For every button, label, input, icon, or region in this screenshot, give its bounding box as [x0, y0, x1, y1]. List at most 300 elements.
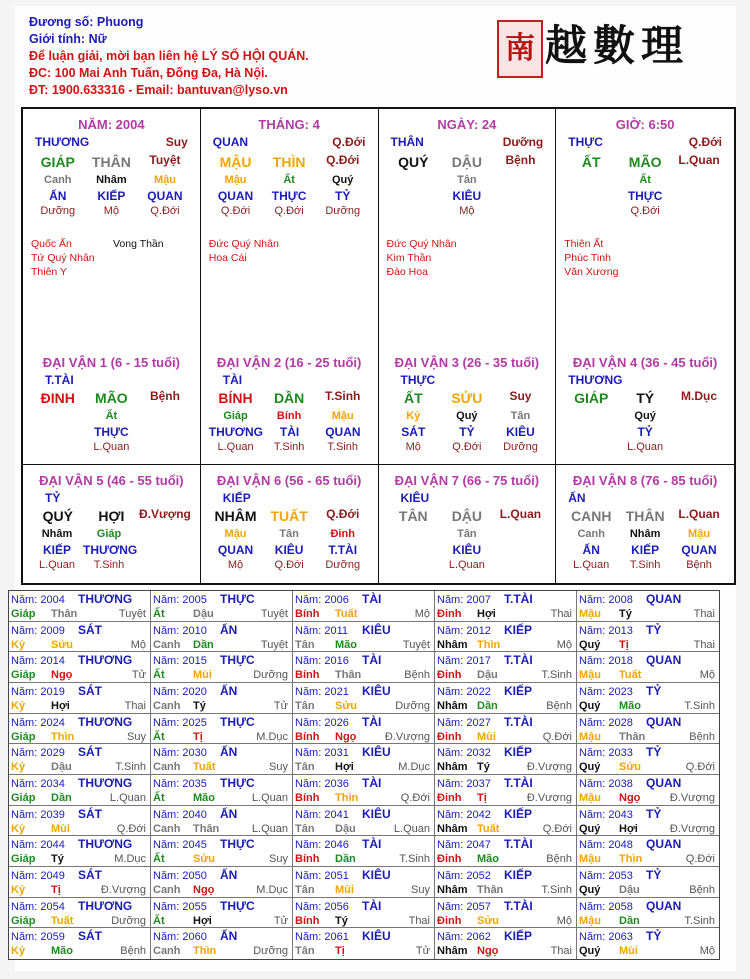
- dv-tang-star-item: THỰC: [94, 425, 129, 439]
- year-label: Năm: 2062: [437, 931, 491, 944]
- pillars-grid: [21, 107, 736, 349]
- year-cell: [293, 898, 435, 929]
- year-can: Canh: [153, 638, 181, 651]
- tang-star: [379, 188, 556, 204]
- pillar-star-status: Q.Đới: [688, 135, 722, 149]
- year-cell: [435, 622, 577, 653]
- year-line-1: [153, 592, 290, 607]
- year-cell: [577, 775, 719, 806]
- dv-tang-can-item: Nhâm: [629, 528, 661, 540]
- dv-tang-can-item: Quý: [634, 410, 656, 422]
- year-cell: [151, 744, 293, 775]
- year-cell: [151, 867, 293, 898]
- year-line-1: [437, 837, 574, 852]
- dv-tang-can: [379, 527, 556, 542]
- year-status: T.Sinh: [399, 853, 430, 866]
- year-cell: [151, 714, 293, 745]
- year-star: THƯƠNG: [78, 592, 133, 606]
- pillar-star: THÂN: [390, 135, 424, 149]
- year-line-2: [295, 791, 432, 805]
- year-chi: Thân: [51, 608, 78, 620]
- year-star: TỶ: [646, 745, 662, 760]
- year-label: Năm: 2020: [153, 685, 207, 698]
- dv-tang-can: [556, 527, 734, 542]
- year-chi: Dậu: [619, 883, 640, 896]
- dv-tang-status: [379, 558, 556, 573]
- dv-tang-status-item: Q.Đới: [452, 441, 482, 453]
- year-line-2: [295, 638, 432, 652]
- brand-text: 越數理: [545, 21, 690, 70]
- year-can: Bính: [295, 914, 320, 927]
- year-can: Giáp: [11, 669, 36, 682]
- year-line-2: [295, 914, 432, 928]
- year-star: QUAN: [646, 592, 682, 606]
- year-label: Năm: 2006: [295, 594, 349, 606]
- year-can: Đinh: [437, 853, 462, 866]
- year-star: SÁT: [78, 867, 102, 882]
- dai-van-star-label: TÀI: [222, 373, 243, 387]
- pillar-stars: [387, 237, 457, 279]
- year-status: Đ.Vượng: [384, 730, 430, 743]
- year-line-2: [295, 852, 432, 866]
- dv-tang-can: [201, 527, 378, 542]
- year-label: Năm: 2019: [11, 685, 65, 698]
- dv-tang-star: [201, 424, 378, 440]
- dai-van-status: Q.Đới: [326, 507, 360, 521]
- year-label: Năm: 2063: [579, 931, 633, 944]
- year-can: Ất: [153, 853, 165, 866]
- year-status: L.Quan: [109, 791, 146, 804]
- year-status: Đ.Vượng: [669, 822, 715, 835]
- year-line-2: [579, 914, 717, 928]
- dv-tang-status: [556, 558, 734, 573]
- pillar-chi: THÂN: [91, 154, 131, 170]
- year-label: Năm: 2025: [153, 716, 207, 729]
- year-line-1: [437, 653, 574, 668]
- year-chi: Ngọ: [619, 791, 641, 804]
- year-chi: Tuất: [477, 822, 500, 835]
- dv-tang-can-item: Nhâm: [41, 528, 73, 540]
- dv-tang-status-item: T.Sinh: [273, 441, 305, 453]
- year-cell: [577, 836, 719, 867]
- year-line-2: [11, 852, 148, 866]
- year-line-2: [11, 822, 148, 836]
- year-chi: Thân: [477, 883, 504, 896]
- dai-van-title: ĐẠI VẬN 5 (46 - 55 tuổi): [39, 473, 184, 488]
- logo: [495, 16, 731, 78]
- year-chi: Tuất: [51, 914, 74, 927]
- year-chi: Dần: [619, 914, 640, 927]
- dv-tang-can-item: Đinh: [330, 528, 355, 540]
- dai-van-can: QUÝ: [42, 508, 73, 524]
- year-can: Mậu: [579, 914, 601, 927]
- year-star: T.TÀI: [504, 837, 533, 852]
- dai-van-star: [379, 372, 556, 388]
- year-cell: [577, 744, 719, 775]
- dai-van-can: ĐINH: [40, 390, 75, 406]
- year-star: TỶ: [646, 867, 662, 882]
- tang-status-item: Q.Đới: [220, 205, 251, 217]
- year-line-2: [295, 699, 432, 713]
- year-label: Năm: 2045: [153, 839, 207, 852]
- year-label: Năm: 2051: [295, 869, 349, 882]
- dai-van-can: GIÁP: [574, 390, 609, 406]
- year-line-1: [579, 592, 717, 607]
- tang-star: [23, 188, 200, 204]
- year-line-2: [295, 730, 432, 744]
- dai-van-star-label: THỰC: [400, 373, 436, 387]
- year-star: KIẾP: [504, 622, 533, 637]
- year-star: TÀI: [362, 775, 382, 790]
- dv-tang-star-item: KIÊU: [506, 425, 535, 439]
- year-line-1: [153, 868, 290, 883]
- year-can: Bính: [295, 791, 320, 804]
- year-line-1: [579, 868, 717, 883]
- year-can: Mậu: [579, 791, 601, 804]
- year-cell: [577, 806, 719, 837]
- tang-can-item: Tân: [457, 174, 477, 186]
- year-status: Thai: [693, 638, 715, 651]
- year-can: Nhâm: [437, 699, 468, 712]
- year-label: Năm: 2009: [11, 624, 65, 637]
- dai-van-canchi-row: [556, 388, 734, 409]
- year-can: Quý: [579, 638, 601, 651]
- year-label: Năm: 2018: [579, 655, 633, 668]
- year-chi: Hợi: [193, 914, 212, 927]
- dai-van-star: [556, 490, 734, 506]
- dai-van-chi: DẦN: [273, 390, 305, 406]
- year-line-1: [437, 776, 574, 791]
- year-label: Năm: 2058: [579, 900, 633, 913]
- year-can: Mậu: [579, 608, 601, 620]
- dv-tang-can: [379, 409, 556, 424]
- year-line-2: [437, 607, 574, 621]
- year-status: Dưỡng: [253, 669, 288, 682]
- year-star: TÀI: [362, 714, 382, 729]
- year-line-1: [11, 653, 148, 668]
- year-chi: Tý: [619, 608, 632, 620]
- dv-tang-status-item: Mộ: [405, 441, 421, 453]
- year-cell: [9, 836, 151, 867]
- year-line-2: [11, 730, 148, 744]
- year-chi: Ngọ: [477, 945, 499, 958]
- year-line-1: [437, 745, 574, 760]
- address-line: ĐC: 100 Mai Anh Tuấn, Đống Đa, Hà Nội.: [29, 66, 268, 80]
- year-label: Năm: 2050: [153, 869, 207, 882]
- year-label: Năm: 2047: [437, 839, 491, 852]
- year-chi: Mùi: [335, 883, 354, 896]
- year-label: Năm: 2036: [295, 777, 349, 790]
- year-can: Nhâm: [437, 945, 468, 958]
- year-cell: [293, 744, 435, 775]
- year-can: Kỷ: [11, 822, 26, 835]
- year-can: Kỷ: [11, 638, 26, 651]
- year-can: Ất: [153, 914, 165, 927]
- year-status: Đ.Vượng: [669, 791, 715, 804]
- year-line-2: [11, 699, 148, 713]
- dai-van-status: Suy: [509, 389, 532, 403]
- year-star: THỰC: [220, 775, 255, 790]
- year-line-1: [295, 653, 432, 668]
- year-status: M.Dục: [256, 883, 288, 896]
- year-status: Mộ: [699, 669, 715, 682]
- year-status: T.Sinh: [684, 699, 715, 712]
- year-line-2: [579, 852, 717, 866]
- dv-tang-status: [201, 558, 378, 573]
- dai-van-star: [23, 372, 200, 388]
- year-status: T.Sinh: [541, 669, 572, 682]
- dai-van-status: Bệnh: [149, 389, 180, 403]
- year-cell: [151, 806, 293, 837]
- year-star: KIẾP: [504, 683, 533, 698]
- year-label: Năm: 2037: [437, 777, 491, 790]
- dv-tang-star: [201, 542, 378, 558]
- tang-can-item: Canh: [44, 174, 72, 186]
- year-label: Năm: 2053: [579, 869, 633, 882]
- tang-star: [556, 188, 734, 204]
- year-label: Năm: 2049: [11, 869, 65, 882]
- year-chi: Dần: [335, 853, 356, 866]
- year-line-2: [437, 668, 574, 682]
- pillar-canchi-row: [379, 152, 556, 173]
- year-cell: [9, 928, 151, 959]
- dv-tang-can: [556, 409, 734, 424]
- year-status: Thai: [124, 699, 146, 712]
- year-can: Canh: [153, 761, 181, 774]
- year-can: Ất: [153, 730, 165, 743]
- year-cell: [9, 744, 151, 775]
- dai-van-canchi-row: [201, 388, 378, 409]
- year-chi: Dần: [193, 638, 214, 651]
- star-item: Hoa Cái: [208, 252, 247, 264]
- dv-tang-can: [23, 527, 200, 542]
- tang-star-item: QUAN: [217, 189, 254, 203]
- tang-star-item: THỰC: [271, 189, 307, 203]
- year-chi: Sửu: [193, 853, 216, 866]
- dai-van-chi: SỬU: [451, 390, 483, 406]
- year-line-2: [11, 760, 148, 774]
- year-can: Tân: [295, 883, 315, 896]
- year-cell: [151, 836, 293, 867]
- pillar-chi: DẬU: [451, 154, 483, 170]
- year-can: Tân: [295, 638, 315, 651]
- year-label: Năm: 2013: [579, 624, 633, 637]
- year-star: KIÊU: [362, 622, 391, 637]
- year-label: Năm: 2022: [437, 685, 491, 698]
- dv-tang-can: [23, 409, 200, 424]
- dai-van-cell: [556, 347, 734, 465]
- year-chi: Tuất: [619, 669, 642, 682]
- star-item: Đào Hoa: [386, 266, 428, 278]
- dv-tang-status-item: L.Quan: [573, 559, 610, 571]
- year-cell: [435, 591, 577, 622]
- dai-van-chi: DẬU: [451, 508, 483, 524]
- year-status: M.Dục: [114, 853, 146, 866]
- year-line-1: [153, 776, 290, 791]
- year-line-1: [153, 899, 290, 914]
- year-chi: Mão: [619, 699, 641, 712]
- dai-van-cell: [23, 465, 201, 583]
- year-chi: Tý: [477, 761, 490, 774]
- year-status: Bệnh: [546, 853, 572, 866]
- year-cell: [293, 683, 435, 714]
- year-can: Canh: [153, 822, 181, 835]
- year-line-1: [295, 837, 432, 852]
- year-chi: Mùi: [477, 730, 496, 743]
- year-cell: [577, 898, 719, 929]
- dv-tang-star-item: ẤN: [582, 543, 600, 557]
- year-chi: Mão: [51, 945, 73, 958]
- dai-van-cell: [379, 347, 557, 465]
- year-chi: Tị: [51, 883, 61, 896]
- year-line-2: [153, 944, 290, 958]
- year-status: Suy: [269, 761, 288, 774]
- dai-van-canchi-row: [379, 506, 556, 527]
- year-chi: Mão: [193, 791, 215, 804]
- pillar-status: Tuyệt: [149, 153, 181, 167]
- year-line-1: [153, 684, 290, 699]
- star-item: Quốc Ấn: [31, 238, 72, 250]
- year-line-2: [153, 852, 290, 866]
- year-can: Đinh: [437, 730, 462, 743]
- tang-can: [556, 173, 734, 188]
- dv-tang-status-item: T.Sinh: [327, 441, 358, 453]
- dv-tang-can-item: Tân: [279, 528, 299, 540]
- year-star: THỰC: [220, 714, 255, 729]
- year-can: Mậu: [579, 853, 601, 866]
- star-item: Thiên Ất: [564, 238, 604, 250]
- year-chi: Hợi: [51, 699, 70, 712]
- year-cell: [293, 867, 435, 898]
- pillar-star: THƯƠNG: [35, 135, 90, 149]
- year-star: TỶ: [646, 806, 662, 821]
- pillar-canchi-row: [23, 152, 200, 173]
- dv-tang-status-item: L.Quan: [38, 559, 76, 571]
- year-line-2: [437, 638, 574, 652]
- tang-star-item: KIÊU: [452, 189, 482, 203]
- year-line-1: [11, 623, 148, 638]
- year-status: Bệnh: [689, 883, 715, 896]
- year-line-1: [11, 899, 148, 914]
- year-star: TÀI: [362, 898, 382, 913]
- dai-van-cell: [379, 465, 557, 583]
- year-line-1: [295, 715, 432, 730]
- year-line-1: [437, 807, 574, 822]
- year-label: Năm: 2026: [295, 716, 349, 729]
- year-line-2: [579, 638, 717, 652]
- dai-van-star-label: KIẾP: [222, 491, 251, 505]
- year-chi: Hợi: [477, 608, 496, 620]
- year-label: Năm: 2056: [295, 900, 349, 913]
- year-chi: Hợi: [619, 822, 638, 835]
- year-line-2: [153, 668, 290, 682]
- year-chi: Tị: [193, 730, 203, 743]
- year-line-1: [153, 807, 290, 822]
- year-line-1: [437, 899, 574, 914]
- tang-can: [23, 173, 200, 188]
- year-status: Dưỡng: [253, 945, 288, 958]
- year-cell: [293, 652, 435, 683]
- year-cell: [293, 775, 435, 806]
- year-label: Năm: 2017: [437, 655, 491, 668]
- year-cell: [435, 806, 577, 837]
- year-grid: [8, 590, 720, 960]
- year-status: Bệnh: [546, 699, 572, 712]
- year-star: T.TÀI: [504, 775, 533, 790]
- year-can: Bính: [295, 730, 320, 743]
- year-label: Năm: 2061: [295, 931, 349, 944]
- year-can: Kỷ: [11, 699, 26, 712]
- dv-tang-star: [23, 542, 200, 558]
- year-star: QUAN: [646, 714, 682, 729]
- year-line-2: [11, 668, 148, 682]
- year-label: Năm: 2039: [11, 808, 65, 821]
- year-line-1: [11, 929, 148, 944]
- year-star: SÁT: [78, 806, 102, 821]
- dai-van-star: [201, 372, 378, 388]
- year-line-2: [295, 668, 432, 682]
- year-line-1: [295, 899, 432, 914]
- year-star: THỰC: [220, 837, 255, 852]
- pillar-star-row: [556, 134, 734, 150]
- year-cell: [151, 652, 293, 683]
- year-status: Tử: [131, 669, 146, 682]
- year-star: SÁT: [78, 745, 102, 760]
- year-line-1: [295, 592, 432, 607]
- year-chi: Ngọ: [193, 883, 215, 896]
- year-status: Suy: [269, 853, 288, 866]
- year-star: T.TÀI: [504, 592, 533, 606]
- year-line-1: [153, 745, 290, 760]
- dai-van-title: ĐẠI VẬN 7 (66 - 75 tuổi): [394, 473, 540, 488]
- year-label: Năm: 2004: [11, 594, 65, 606]
- year-status: M.Dục: [256, 730, 288, 743]
- dv-tang-status: [556, 440, 734, 455]
- year-status: Mộ: [130, 638, 146, 651]
- year-line-2: [579, 791, 717, 805]
- year-cell: [435, 775, 577, 806]
- pillar-status: Q.Đới: [326, 153, 360, 167]
- year-cell: [151, 683, 293, 714]
- dv-tang-can-item: Ất: [105, 410, 118, 422]
- year-star: THỰC: [220, 592, 255, 606]
- year-cell: [577, 714, 719, 745]
- year-status: Tuyệt: [260, 638, 288, 651]
- year-line-1: [11, 837, 148, 852]
- year-can: Giáp: [11, 608, 36, 620]
- year-line-1: [11, 592, 148, 607]
- year-star: KIẾP: [504, 867, 533, 882]
- dv-tang-status-item: L.Quan: [93, 441, 130, 453]
- dai-van-title: ĐẠI VẬN 1 (6 - 15 tuổi): [42, 355, 180, 370]
- year-star: ẤN: [220, 745, 238, 760]
- dv-tang-star-item: TỶ: [459, 425, 475, 439]
- year-label: Năm: 2015: [153, 655, 207, 668]
- year-line-2: [153, 822, 290, 836]
- phone-line: ĐT: 1900.633316 - Email: bantuvan@lyso.vn: [29, 83, 288, 97]
- year-can: Giáp: [11, 853, 36, 866]
- year-star: THƯƠNG: [78, 714, 133, 729]
- star-item: Văn Xương: [564, 266, 619, 278]
- year-line-2: [295, 944, 432, 958]
- name-line: Đương số: Phuong: [29, 15, 144, 29]
- year-line-1: [295, 868, 432, 883]
- year-chi: Tý: [51, 853, 64, 866]
- year-cell: [293, 714, 435, 745]
- dv-tang-star: [23, 424, 200, 440]
- year-line-2: [437, 914, 574, 928]
- year-label: Năm: 2042: [437, 808, 491, 821]
